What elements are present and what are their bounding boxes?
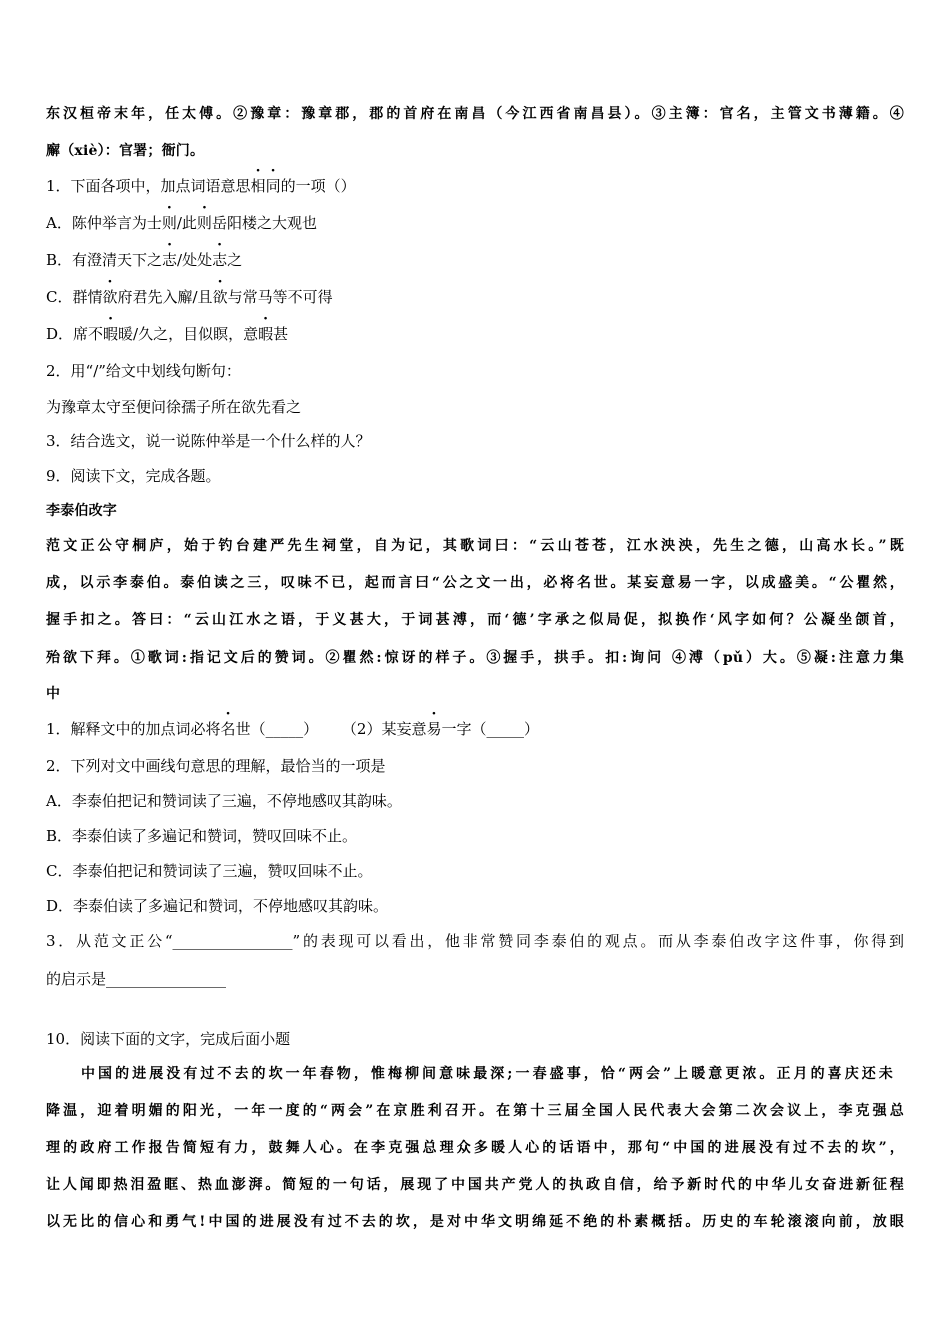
dotted-word: 暇 (258, 325, 274, 343)
q9-heading: 9．阅读下文，完成各题。 (46, 467, 221, 485)
dotted-word: 则 (161, 214, 177, 232)
q10-passage-line: 以无比的信心和勇气!中国的进展没有过不去的坎，是对中华文明绵延不绝的朴素概括。历史的车轮滚滚向前，放眼 (46, 1214, 904, 1230)
question-text: 一字（_____） (441, 720, 539, 738)
dotted-word: 则 (196, 214, 212, 232)
q9-question-3: 3．从范文正公“________________”的表现可以看出，他非常赞同李泰伯的观点。而从李泰伯改字这件事，你得到 (46, 932, 904, 950)
q8-question-1 (46, 176, 356, 196)
dotted-word: 相 (250, 177, 266, 195)
q9-option-c: C．李泰伯把记和赞词读了三遍，赞叹回味不止。 (46, 862, 373, 880)
q9-option-b: B．李泰伯读了多遍记和赞词，赞叹回味不止。 (46, 827, 358, 845)
q8-option-c (46, 287, 333, 307)
q8-q1-prefix: 1．下面各项中，加点词语意思 (46, 177, 251, 195)
q9-question-1 (46, 719, 539, 739)
option-text: /此 (176, 214, 197, 232)
question-text: 1．解释文中的加点词必将 (46, 720, 221, 738)
q8-option-b (46, 250, 242, 270)
option-text: 甚 (273, 325, 289, 343)
dotted-word: 名 (220, 720, 236, 738)
q8-option-d (46, 324, 288, 344)
q9-passage-line: 握手扣之。答曰：“云山江水之语，于义甚大，于词甚溥，而‘德’字承之似局促，拟换作‘风字如何？公凝坐颌首， (46, 612, 904, 628)
q9-question-2: 2．下列对文中画线句意思的理解，最恰当的一项是 (46, 757, 386, 775)
option-text: /处处 (177, 251, 213, 269)
option-text: C．群情 (46, 288, 103, 306)
option-text: 府君先入廨/且 (117, 288, 213, 306)
q8-question-2: 2．用“/”给文中划线句断句： (46, 362, 241, 380)
dotted-word: 志 (212, 251, 228, 269)
q9-option-a: A．李泰伯把记和赞词读了三遍，不停地感叹其韵味。 (46, 792, 402, 810)
option-text: 暖/久之，目似瞑，意 (118, 325, 259, 343)
dotted-word: 欲 (102, 288, 118, 306)
option-text: 之 (227, 251, 243, 269)
q9-passage-line: 范文正公守桐庐，始于钓台建严先生祠堂，自为记，其歌词曰：“云山苍苍，江水泱泱，先生之德，山高水长。”既 (46, 538, 904, 554)
option-text: 岳阳楼之大观也 (211, 214, 317, 232)
annotation-line-2: 廨（xiè）：官署；衙门。 (46, 143, 205, 159)
q9-title: 李泰伯改字 (46, 503, 117, 519)
q9-passage-line: 成，以示李泰伯。泰伯读之三，叹味不已，起而言曰“公之文一出，必将名世。某妄意易一字，以成盛美。“公瞿然， (46, 575, 904, 591)
annotation-line-1: 东汉桓帝末年，任太傅。②豫章：豫章郡，郡的首府在南昌（今江西省南昌县）。③主簿：官名，主管文书薄籍。④ (46, 106, 904, 122)
question-text: 世（_____） （2）某妄意 (235, 720, 427, 738)
q9-question-3-cont: 的启示是________________ (46, 970, 227, 988)
q9-passage-line: 殆欲下拜。①歌词:指记文后的赞词。②瞿然:惊讶的样子。③握手，拱手。扣:询问 ④溥（pǔ）大。⑤凝:注意力集 (46, 650, 904, 666)
dotted-word: 暇 (103, 325, 119, 343)
q8-q1-suffix: 的一项（） (280, 177, 356, 195)
dotted-word: 志 (162, 251, 178, 269)
option-text: 与常马等不可得 (227, 288, 333, 306)
dotted-word: 欲 (212, 288, 228, 306)
q10-passage-line: 理的政府工作报告简短有力，鼓舞人心。在李克强总理众多暖人心的话语中，那句“中国的进展没有过不去的坎”， (46, 1140, 904, 1156)
q10-passage-line: 降温，迎着明媚的阳光，一年一度的“两会”在京胜利召开。在第十三届全国人民代表大会第二次会议上，李克强总 (46, 1103, 904, 1119)
dotted-word: 同 (265, 177, 281, 195)
dotted-word: 易 (426, 720, 442, 738)
q8-option-a (46, 213, 317, 233)
q10-passage-line: 中国的进展没有过不去的坎一年春物，惟梅柳间意味最深;一春盛事，恰“两会”上暖意更浓。正月的喜庆还未 (81, 1066, 893, 1082)
q9-passage-line: 中 (46, 686, 61, 702)
option-text: A．陈仲举言为士 (46, 214, 162, 232)
q10-passage-line: 让人闻即热泪盈眶、热血澎湃。简短的一句话，展现了中国共产党人的执政自信，给予新时代的中华儿女奋进新征程 (46, 1177, 904, 1193)
option-text: D．席不 (46, 325, 104, 343)
q8-sentence: 为豫章太守至便问徐孺子所在欲先看之 (46, 398, 302, 416)
option-text: B．有澄清天下之 (46, 251, 163, 269)
q9-option-d: D．李泰伯读了多遍记和赞词，不停地感叹其韵味。 (46, 897, 389, 915)
q8-question-3: 3．结合选文，说一说陈仲举是一个什么样的人？ (46, 432, 371, 450)
q10-heading: 10．阅读下面的文字，完成后面小题 (46, 1030, 291, 1048)
